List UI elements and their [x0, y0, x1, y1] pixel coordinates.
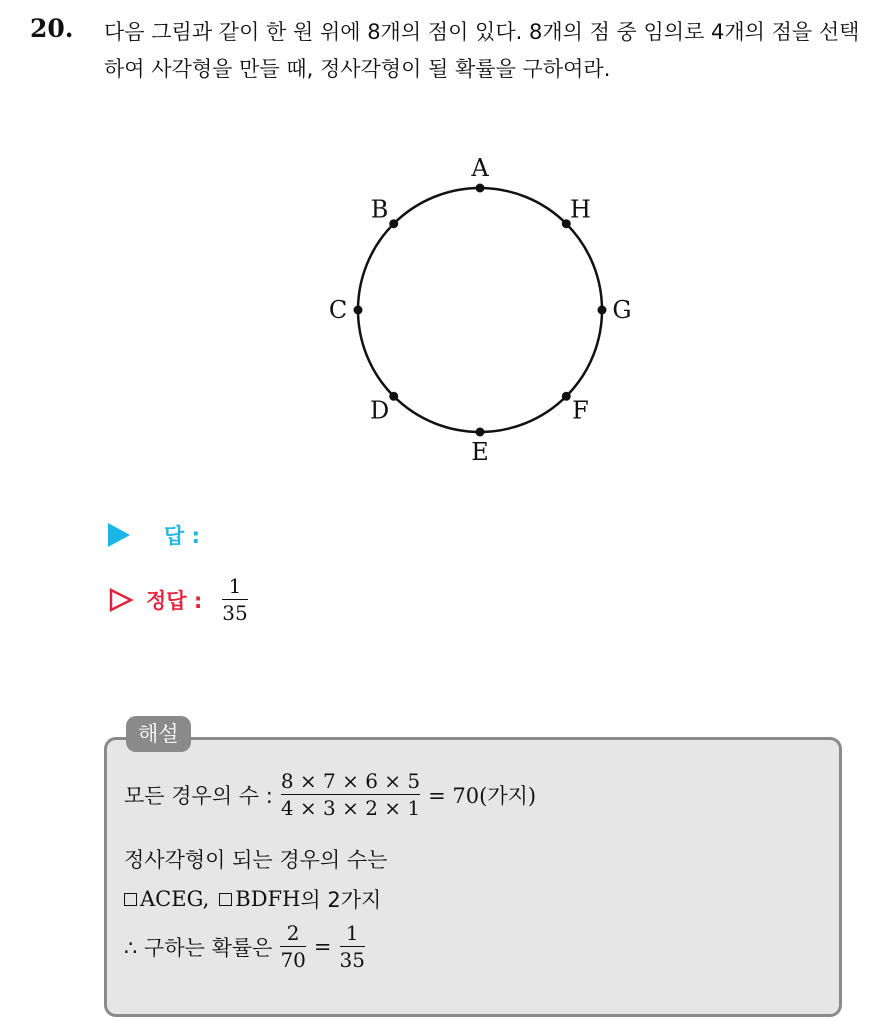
solution-line4-fraction-2: [340, 922, 365, 971]
solution-line4-num1: 2: [286, 921, 300, 945]
solution-line4-prefix: ∴ 구하는 확률은: [124, 935, 273, 960]
solution-line4-num2: 1: [345, 921, 359, 945]
solution-line4-equals: =: [313, 934, 332, 959]
point-label-f: F: [572, 396, 589, 425]
square-symbol-icon: [124, 893, 137, 906]
square-bdfh: BDFH: [235, 887, 301, 911]
correct-answer-denominator: 35: [222, 601, 248, 625]
triangle-outline-icon: [108, 587, 134, 613]
point-e: [476, 428, 485, 437]
question-text: 다음 그림과 같이 한 원 위에 8개의 점이 있다. 8개의 점 중 임의로 4개의 점을 선택하여 사각형을 만들 때, 정사각형이 될 확률을 구하여라.: [104, 20, 860, 81]
correct-answer-fraction: [222, 575, 247, 624]
circle-figure: [320, 150, 650, 470]
solution-line-4: [124, 922, 373, 971]
point-label-c: C: [328, 296, 348, 324]
solution-line3-suffix: 의 2가지: [300, 888, 382, 912]
solution-line1-suffix: = 70(가지): [428, 783, 537, 808]
point-f: [562, 392, 571, 401]
solution-line4-den1: 70: [280, 948, 306, 972]
solution-line1-fraction: [281, 770, 420, 819]
solution-line-3: [124, 884, 381, 914]
correct-answer-label: 정답 :: [146, 588, 203, 613]
solution-line4-den2: 35: [339, 948, 365, 972]
point-label-b: B: [370, 195, 389, 224]
triangle-filled-icon: [108, 523, 130, 547]
correct-answer-row: [108, 575, 248, 624]
correct-answer-numerator: 1: [228, 574, 242, 598]
solution-line-1: [124, 770, 536, 819]
point-label-d: D: [369, 396, 390, 425]
point-d: [389, 392, 398, 401]
circle-diagram: [320, 150, 650, 470]
point-c: [354, 306, 363, 315]
square-aceg: ACEG,: [140, 887, 210, 911]
solution-line-2: 정사각형이 되는 경우의 수는: [124, 848, 388, 872]
point-label-a: A: [471, 154, 489, 182]
solution-line1-denominator: 4 × 3 × 2 × 1: [280, 796, 421, 820]
question-number: 20.: [30, 14, 74, 43]
solution-line1-numerator: 8 × 7 × 6 × 5: [280, 769, 421, 793]
point-label-g: G: [612, 296, 632, 324]
answer-row: [108, 520, 200, 550]
point-label-h: H: [569, 195, 591, 224]
solution-line4-fraction-1: [280, 922, 305, 971]
point-label-e: E: [471, 438, 489, 466]
square-symbol-icon: [219, 893, 232, 906]
solution-tag: 해설: [126, 716, 191, 752]
point-g: [598, 306, 607, 315]
solution-line1-prefix: 모든 경우의 수 :: [124, 783, 273, 808]
point-b: [389, 219, 398, 228]
answer-label: 답 :: [164, 524, 200, 548]
point-a: [476, 184, 485, 193]
